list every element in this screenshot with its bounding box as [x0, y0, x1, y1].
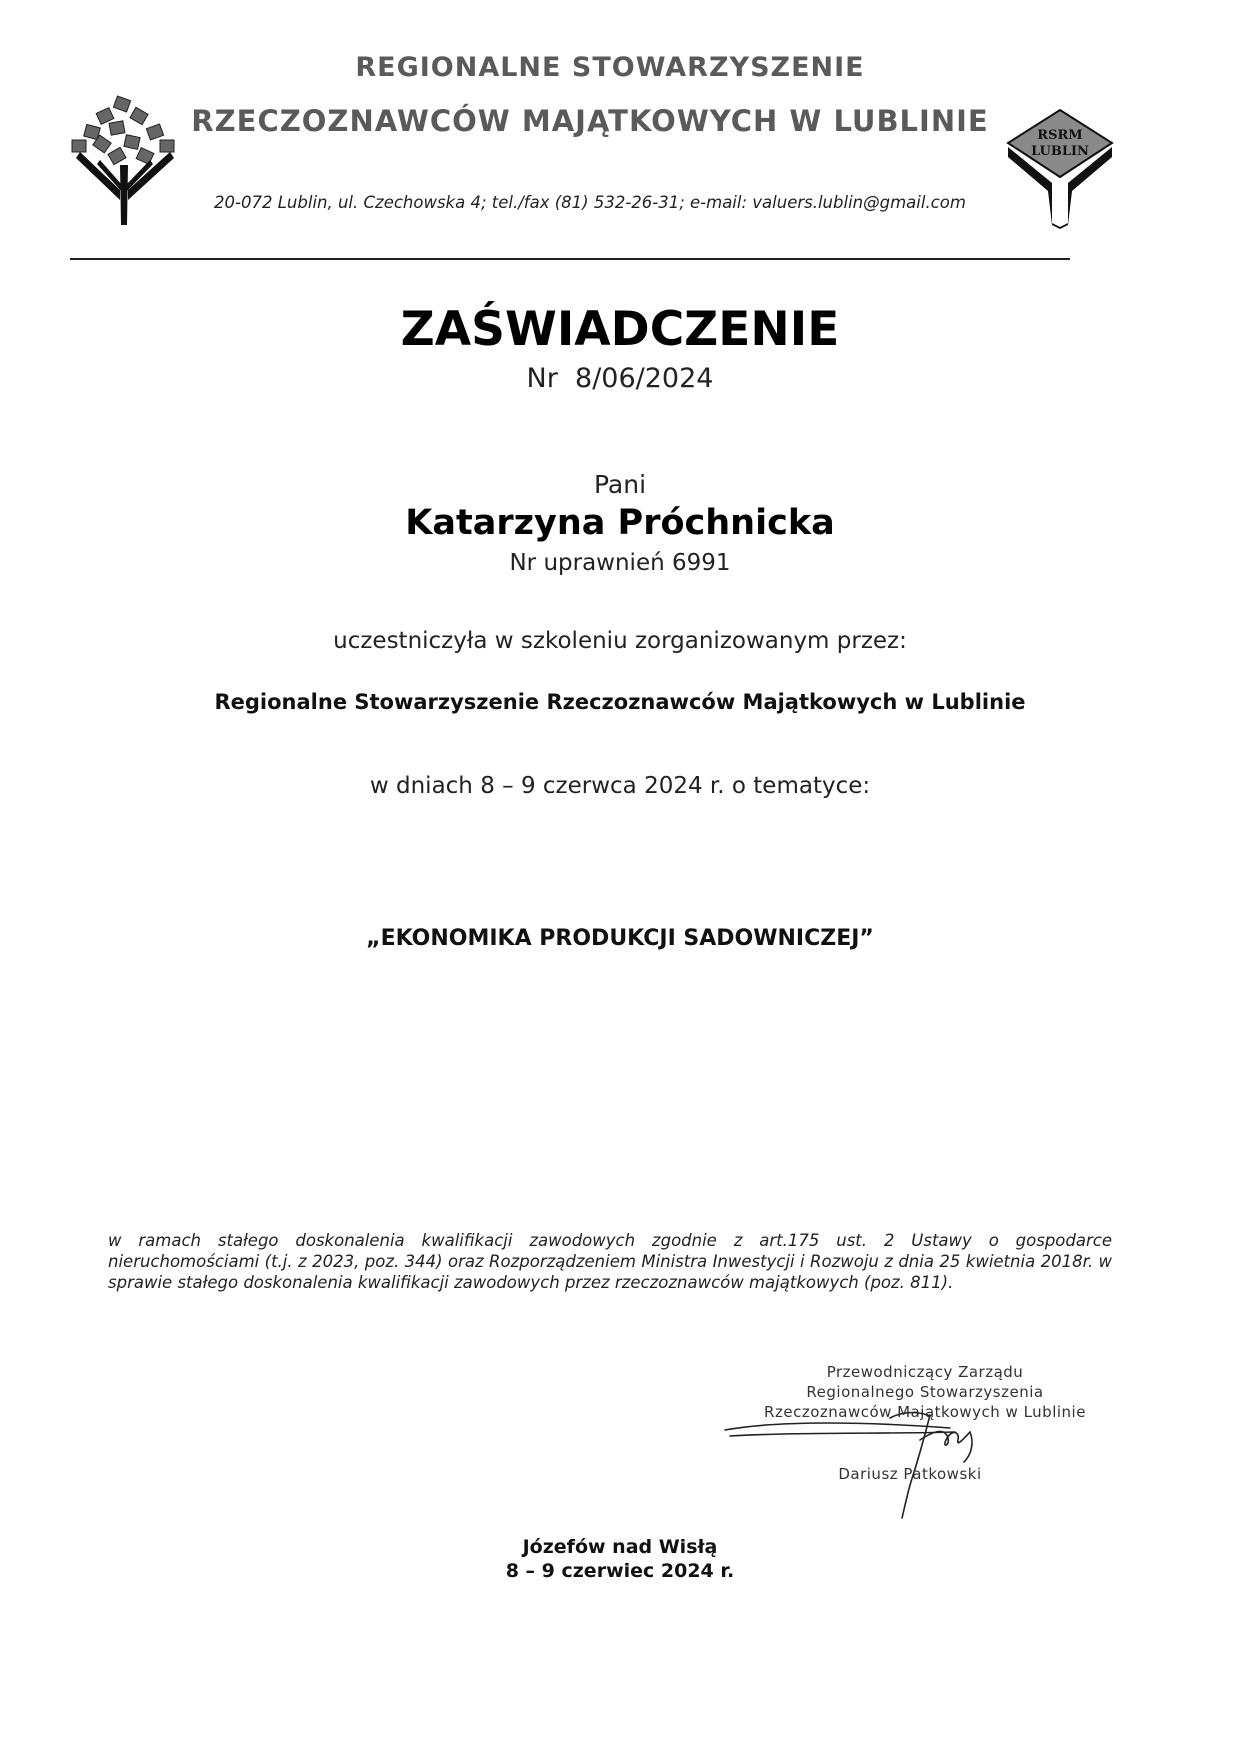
org-name-line-1: REGIONALNE STOWARZYSZENIE — [355, 52, 865, 83]
issue-date: 8 – 9 czerwiec 2024 r. — [505, 1560, 735, 1582]
person-name: Katarzyna Próchnicka — [405, 503, 835, 543]
license-number: Nr uprawnień 6991 — [509, 550, 731, 576]
training-dates: w dniach 8 – 9 czerwca 2024 r. o tematyce: — [369, 773, 871, 799]
tree-logo-icon — [70, 90, 180, 230]
org-name-line-2: RZECZOZNAWCÓW MAJĄTKOWYCH W LUBLINIE — [191, 104, 989, 138]
organizer-name: Regionalne Stowarzyszenie Rzeczoznawców Majątkowych w Lublinie — [214, 690, 1026, 714]
signatory-name: Dariusz Patkowski — [838, 1465, 982, 1483]
seal-text-1: RSRM — [1037, 128, 1083, 143]
certificate-number: Nr 8/06/2024 — [526, 363, 714, 394]
seal-text-2: LUBLIN — [1031, 144, 1089, 159]
header-divider — [70, 258, 1070, 260]
salutation: Pani — [593, 470, 647, 499]
issue-place: Józefów nad Wisłą — [522, 1536, 718, 1558]
rsrm-seal-icon — [1000, 105, 1120, 230]
signatory-title-line-2: Regionalnego Stowarzyszenia — [806, 1383, 1044, 1401]
participation-text: uczestniczyła w szkoleniu zorganizowanym przez: — [333, 628, 907, 654]
signatory-title-line-1: Przewodniczący Zarządu — [826, 1363, 1024, 1381]
training-topic: „EKONOMIKA PRODUKCJI SADOWNICZEJ” — [366, 926, 874, 951]
document-title: ZAŚWIADCZENIE — [400, 302, 840, 357]
signatory-title-line-3: Rzeczoznawców Majątkowych w Lublinie — [764, 1403, 1086, 1421]
org-contact: 20-072 Lublin, ul. Czechowska 4; tel./fax (81) 532-26-31; e-mail: valuers.lublin@gmail.com — [214, 193, 966, 212]
legal-basis-text: w ramach stałego doskonalenia kwalifikacji zawodowych zgodnie z art.175 ust. 2 Ustawy o gospodarce nieruchomościami (t.j. z 2023, poz. 344) oraz Rozporządzeniem Ministra Inwestycji i Rozwoju z dnia 25 kwietnia 2018r. w sprawie stałego doskonalenia kwalifikacji zawodowych przez rzeczoznawców majątkowych (poz. 811). — [108, 1231, 1112, 1292]
